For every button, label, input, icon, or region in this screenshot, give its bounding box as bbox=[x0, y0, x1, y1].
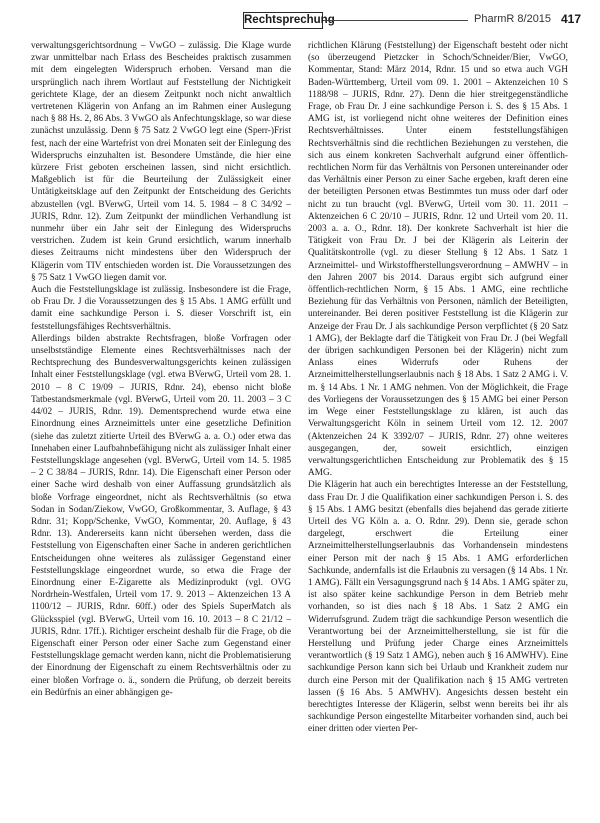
journal-reference: PharmR 8/2015 bbox=[474, 13, 552, 25]
right-column bbox=[308, 40, 568, 823]
section-title: Rechtsprechung bbox=[243, 12, 323, 29]
paragraph: Allerdings bilden abstrakte Rechtsfragen, bloße Vorfragen oder unselbstständige Elemente eines Rechtsverhältnisses nach der Rechtsprechung des Bundesverwaltungsgerichts keinen zulässigen Inhalt einer Feststellungsklage (vgl. etwa BVerwG, Urteil vom 28. 1. 2010 – 8 C 19/09 – JURIS, Rdnr. 24), ebenso nicht bloße Tatbestandsmerkmale (vgl. BVerwG, Urteil vom 20. 11. 2003 – 3 C 44/02 – JURIS, Rdnr. 19). Dementsprechend wurde etwa eine Einordnung eines Arzneimittels unter eine gesetzliche Definition (siehe das zuletzt zitierte Urteil des BVerwG a. a. O.) oder etwa das Innehaben einer Laufbahnbefähigung nicht als zulässiger Inhalt einer Feststellungsklage angesehen (vgl. BVerwG, Urteil vom 14. 5. 1985 – 2 C 38/84 – JURIS, Rdnr. 14). Die Eigenschaft einer Person oder einer Sache wird deshalb von einer Auffassung grundsätzlich als bloße Vorfrage eingeordnet, nicht als Rechtsverhältnis (so etwa Sodan in Sodan/Ziekow, VwGO, Großkommentar, 3. Auflage, § 43 Rdnr. 31; Kopp/Schenke, VwGO, Kommentar, 20. Auflage, § 43 Rdnr. 13). Andererseits kann nicht übersehen werden, dass die Feststellung von Eigenschaften einer Sache in anderen gerichtlichen Entscheidungen ohne weiteres als zulässiger Gegenstand einer Feststellungsklage eingeordnet wurde, so etwa die Frage der Einordnung einer E-Zigarette als Medizinprodukt (vgl. OVG Nordrhein-Westfalen, Urteil vom 17. 9. 2013 – Aktenzeichen 13 A 1100/12 – JURIS, Rdnr. 60ff.) oder des Spiels SuperMatch als Glücksspiel (vgl. BVerwG, Urteil vom 16. 10. 2013 – 8 C 21/12 – JURIS, Rdnr. 17ff.). Richtiger erscheint deshalb für die Frage, ob die Eigenschaft einer Person oder einer Sache zum Gegenstand einer Feststellungsklage gemacht werden kann, nicht die Problematisierung der Einordnung der Eigenschaft zu einem Rechtsverhältnis oder zu einer bloßen Vorfrage o. ä., sondern die Prüfung, ob derzeit bereits ein Bedürfnis an einer abhängigen ge- bbox=[31, 333, 291, 698]
left-column bbox=[31, 40, 291, 823]
paragraph: Auch die Feststellungsklage ist zulässig. Insbesondere ist die Frage, ob Frau Dr. J die Voraussetzungen des § 15 Abs. 1 AMG erfüllt und damit eine sachkundige Person i. S. dieser Vorschrift ist, ein feststellungsfähiges Rechtsverhältnis. bbox=[31, 285, 291, 332]
paragraph: richtlichen Klärung (Feststellung) der Eigenschaft besteht oder nicht (so überzeugend Pietzcker in Schoch/Schneider/Bier, VwGO, Kommentar, Stand: März 2014, Rdnr. 15 und so etwa auch VGH Baden-Württemberg, Urteil vom 09. 1. 2001 – Aktenzeichen 10 S 1188/98 – JURIS, Rdnr. 27). Denn die hier streitgegenständliche Frage, ob Frau Dr. J eine sachkundige Person i. S. des § 15 Abs. 1 AMG ist, ist vorliegend nicht ohne weiteres der Definition eines Rechtsverhältnisses. Unter einem feststellungsfähigen Rechtsverhältnis sind die rechtlichen Beziehungen zu verstehen, die sich aus einem konkreten Sachverhalt aufgrund einer öffentlich-rechtlichen Norm für das Verhältnis von Personen untereinander oder das Verhältnis einer Person zu einer Sache ergeben, kraft deren eine der beteiligten Personen etwas Bestimmtes tun muss oder darf oder nicht zu tun braucht (vgl. BVerwG, Urteil vom 30. 11. 2011 – Aktenzeichen 6 C 20/10 – JURIS, Rdnr. 12 und Urteil vom 20. 11. 2003 a. a. O., Rdnr. 18). Der konkrete Sachverhalt ist hier die Tätigkeit von Frau Dr. J bei der Klägerin als Leiterin der Qualitätskontrolle (vgl. zu dieser Stellung § 12 Abs. 1 Satz 1 Arzneimittel- und Wirkstoffherstellungsverordnung – AMWHV – in den Jahren 2007 bis 2014. Daraus ergibt sich aufgrund einer öffentlich-rechtlichen Norm, § 15 Abs. 1 AMG, eine rechtliche Beziehung für das Verhältnis von Personen, nämlich der Beteiligten, untereinander. Bei deren positiver Feststellung ist die Klägerin zur Anzeige der Frau Dr. J als sachkundige Person verpflichtet (§ 20 Satz 1 AMG), der Beklagte darf die Tätigkeit von Frau Dr. J (bei Wegfall der übrigen sachkundigen Personen bei der Klägerin) nicht zum Anlass eines Widerrufs oder Ruhens der Arzneimittelherstellungserlaubnis nach § 18 Abs. 1 Satz 2 AMG i. V. m. § 14 Abs. 1 Nr. 1 AMG nehmen. Von der Möglichkeit, die Frage des Vorliegens der Voraussetzungen des § 15 AMG bei einer Person im Wege einer Feststellungsklage zu klären, ist auch das Verwaltungsgericht Köln in seinem Urteil vom 12. 12. 2007 (Aktenzeichen 24 K 3392/07 – JURIS, Rdnr. 27) ohne weiteres ausgegangen, der, soweit ersichtlich, einzigen verwaltungsgerichtlichen Entscheidung zur Problematik des § 15 AMG. bbox=[308, 41, 568, 479]
page-number: 417 bbox=[561, 12, 582, 26]
page-header bbox=[0, 0, 600, 40]
paragraph: Die Klägerin hat auch ein berechtigtes Interesse an der Feststellung, dass Frau Dr. J die Qualifikation einer sachkundigen Person i. S. des § 15 Abs. 1 AMG besitzt (ebenfalls dies bejahend das gerade zitierte Urteil des VG Köln a. a. O. Rdnr. 29). Denn sie, gerade schon dargelegt, erschwert die Erteilung einer Arzneimittelherstellungserlaubnis das Vorhandensein mindestens einer Person mit der nach § 15 Abs. 1 AMG erforderlichen Sachkunde, andernfalls ist die Erlaubnis zu versagen (§ 14 Abs. 1 Nr. 1 AMG). Fällt ein Versagungsgrund nach § 14 Abs. 1 AMG später zu, ist also später keine sachkundige Person in dem Betrieb mehr vorhanden, so ist dies nach § 18 Abs. 1 Satz 2 AMG ein Widerrufsgrund. Zudem trägt die sachkundige Person wesentlich die Verantwortung bei der Arzneimittelherstellung, sie ist für die Herstellung und Prüfung jeder Charge eines Arzneimittels verantwortlich (§ 19 Satz 1 AMG), neben auch § 16 AMWHV). Eine sachkundige Person kann sich bei Urlaub und Krankheit zudem nur durch eine Person mit der Qualifikation nach § 15 AMG vertreten lassen (§ 16 Abs. 5 AMWHV). Angesichts dessen besteht ein berechtigtes Interesse der Klägerin, selbst wenn bereits bei ihr als sachkundige Person eingestellte Mitarbeiter vorhanden sind, auch bei einer dritten oder vierten Per- bbox=[308, 480, 568, 735]
paragraph: verwaltungsgerichtsordnung – VwGO – zulässig. Die Klage wurde zwar unmittelbar nach Erlass des Bescheides praktisch zusammen mit dem eingelegten Widerspruch erhoben. Versand man die ursprünglich nach ihrem Wortlaut auf Feststellung der Nichtigkeit gerichtete Klage, der an diesem Zeitpunkt noch nicht anwaltlich vertretenen Klägerin von Anfang an im Rahmen einer Auslegung nach § 88 Hs. 2, 86 Abs. 3 VwGO als Anfechtungsklage, so war diese zunächst unzulässig. Denn § 75 Satz 2 VwGO legt eine (Sperr-)Frist fest, nach der eine Wartefrist von drei Monaten seit der Einlegung des Widerspruchs einzuhalten ist. Besondere Umstände, die hier eine kürzere Frist geboten erscheinen lassen, sind nicht ersichtlich. Maßgeblich ist für die Beurteilung der Zulässigkeit einer Untätigkeitsklage auf den Zeitpunkt der Entscheidung des Gerichts abzustellen (vgl. BVerwG, Urteil vom 14. 5. 1984 – 8 C 34/92 – JURIS, Rdnr. 12). Zum Zeitpunkt der mündlichen Verhandlung ist nunmehr über ein Jahr seit der Einlegung des Widerspruchs verstrichen. Zudem ist kein Grund ersichtlich, warum innerhalb dieses Zeitraums nicht mindestens über den Widerspruch der Klägerin vom TIV entschieden worden ist. Die Voraussetzungen des § 75 Satz 1 VwGO liegen damit vor. bbox=[31, 41, 291, 283]
header-rule bbox=[323, 20, 468, 21]
